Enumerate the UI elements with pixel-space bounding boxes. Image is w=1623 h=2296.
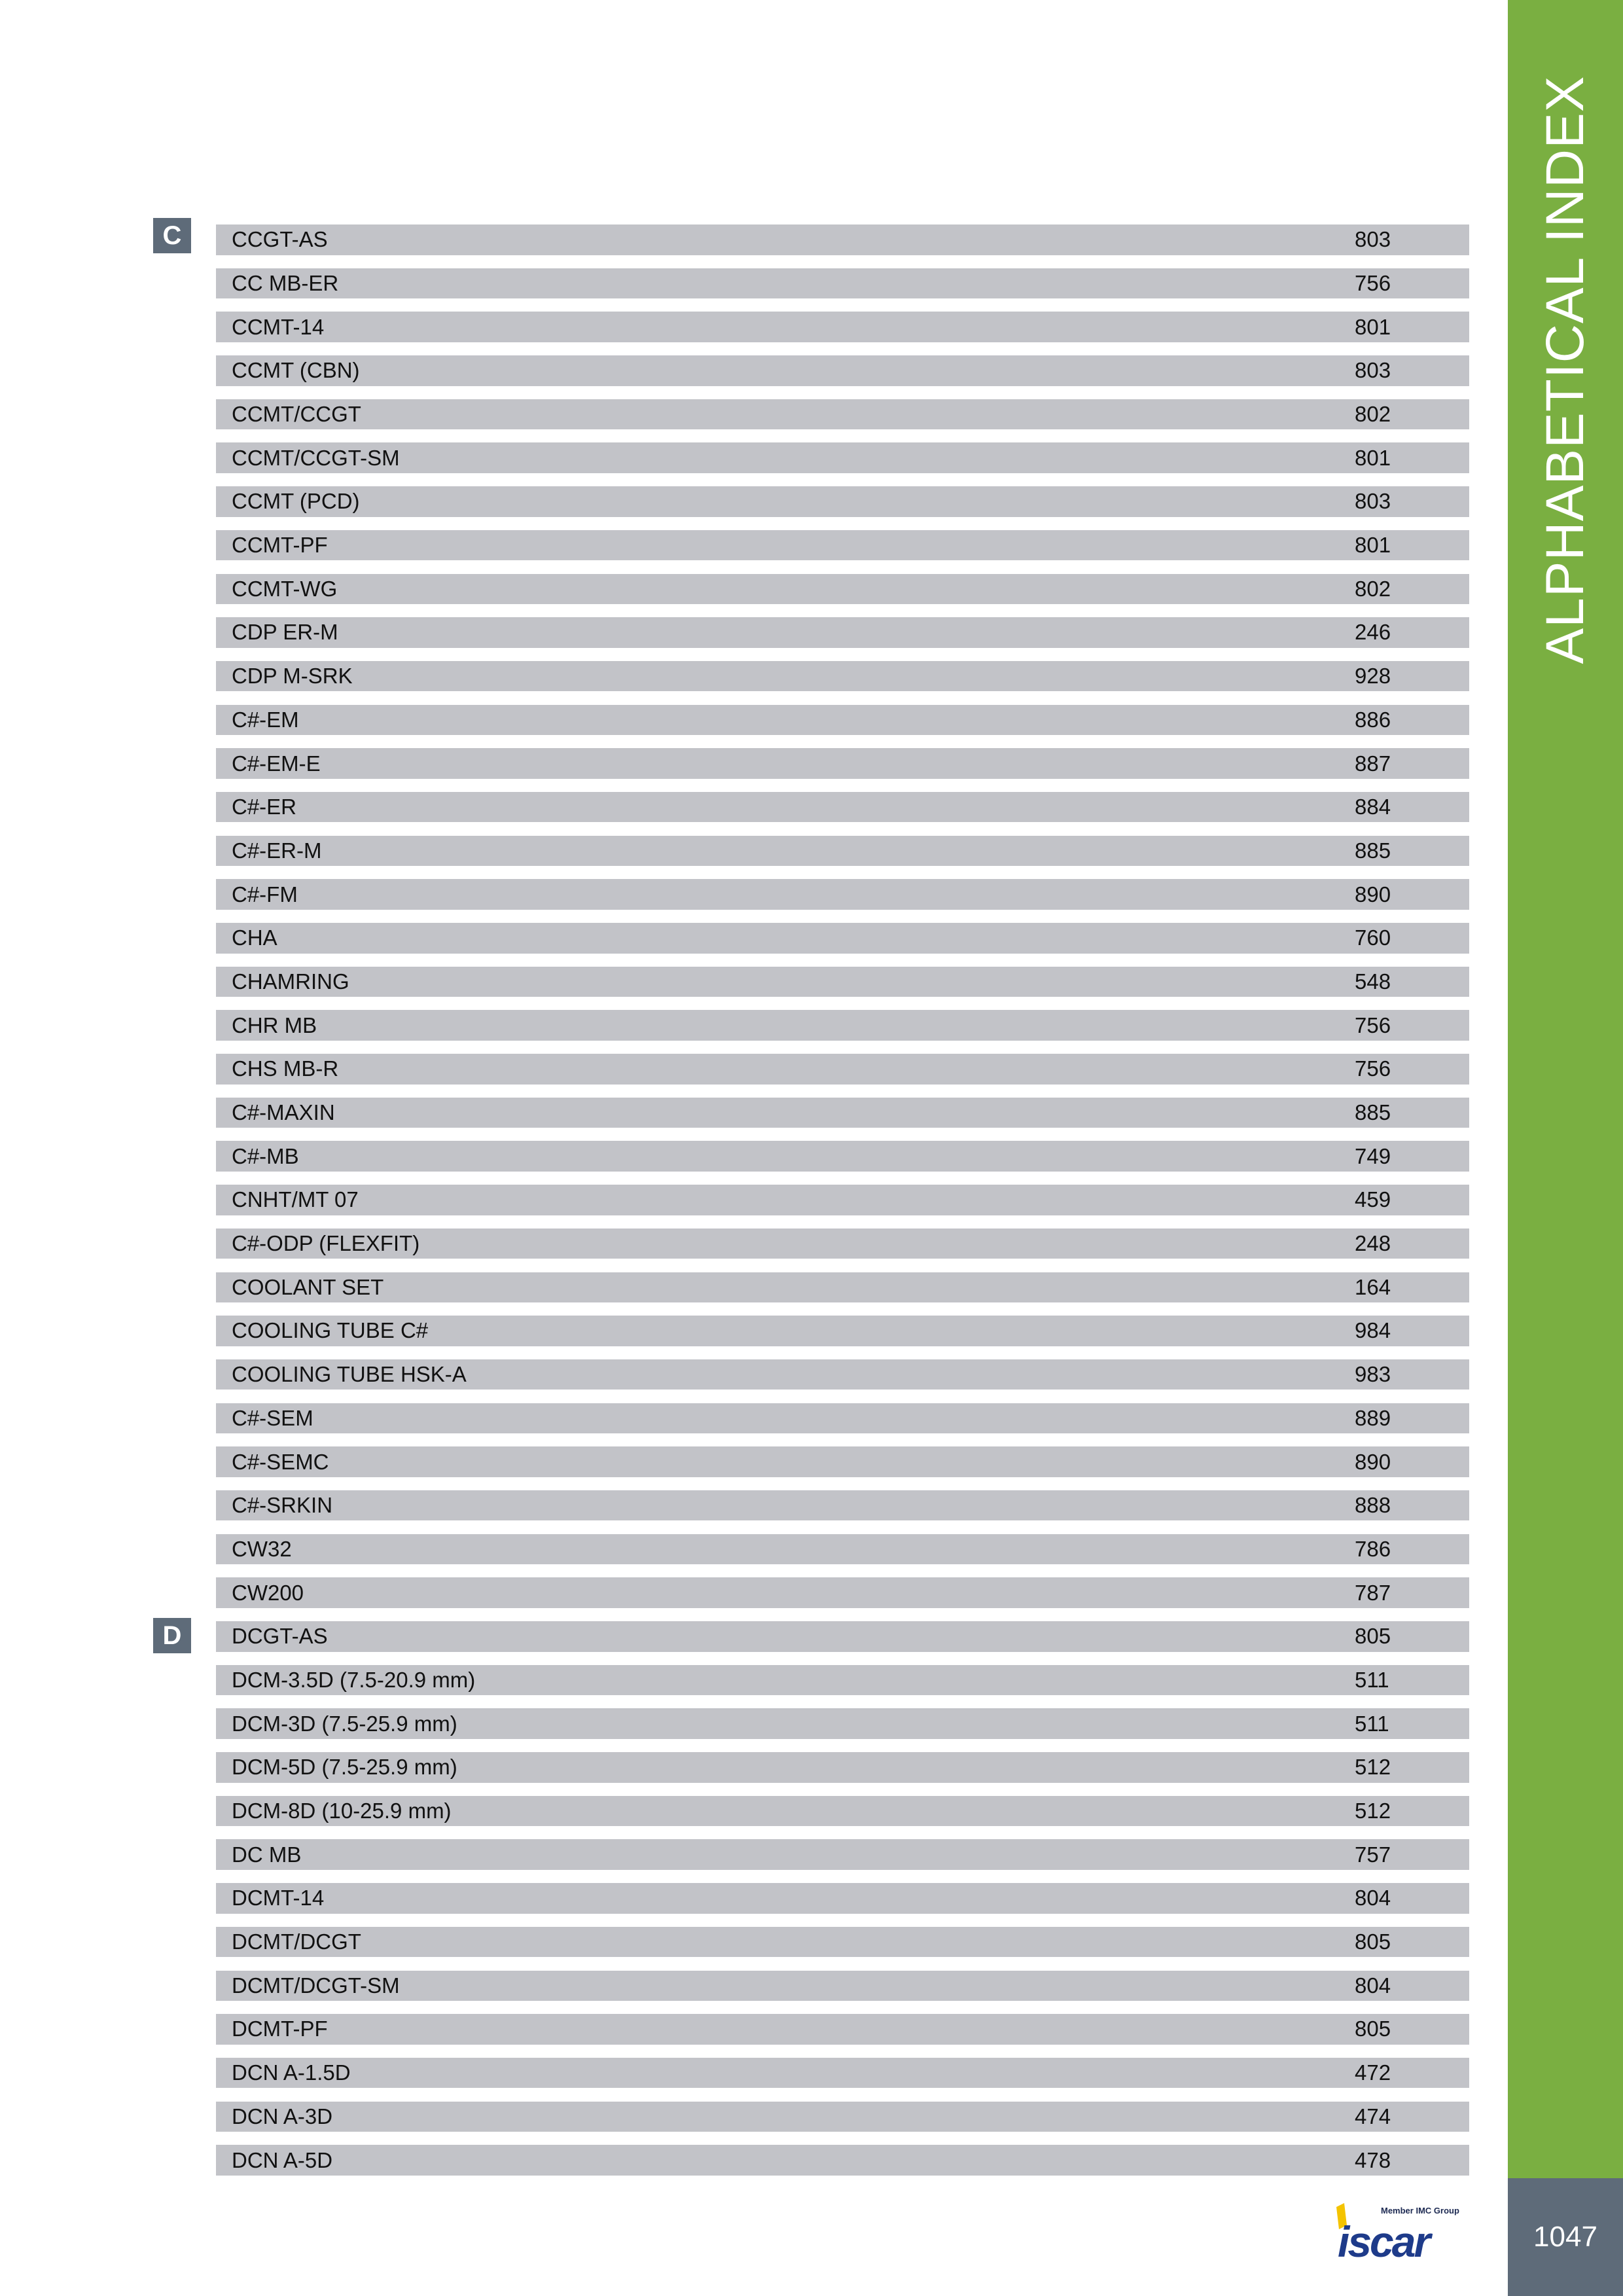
- index-entry-page: 802: [1355, 576, 1391, 601]
- index-entry-name: C#-SEMC: [232, 1449, 329, 1474]
- sidebar-title: [1508, 75, 1623, 664]
- index-entry-page: 756: [1355, 270, 1391, 295]
- index-row: [216, 1010, 1469, 1041]
- index-entry-name: CHAMRING: [232, 969, 349, 994]
- index-row: [216, 1229, 1469, 1259]
- index-entry-page: 885: [1355, 1100, 1391, 1124]
- index-row: [216, 1839, 1469, 1870]
- index-row: [216, 1577, 1469, 1608]
- index-entry-page: 757: [1355, 1842, 1391, 1867]
- sidebar-title-text: ALPHABETICAL INDEX: [1535, 75, 1595, 664]
- index-entry-page: 787: [1355, 1580, 1391, 1605]
- index-entry-name: CDP ER-M: [232, 620, 338, 645]
- index-entry-page: 928: [1355, 664, 1391, 689]
- index-entry-name: C#-EM-E: [232, 751, 321, 776]
- index-entry-page: 749: [1355, 1143, 1391, 1168]
- index-entry-name: DCN A-1.5D: [232, 2060, 351, 2085]
- index-entry-name: CCMT (PCD): [232, 489, 360, 514]
- index-entry-page: 888: [1355, 1493, 1391, 1518]
- index-entry-page: 805: [1355, 1929, 1391, 1954]
- index-entry-page: 983: [1355, 1362, 1391, 1387]
- index-entry-page: 478: [1355, 2147, 1391, 2172]
- index-row: [216, 1927, 1469, 1958]
- index-entry-name: CCMT (CBN): [232, 358, 360, 383]
- index-row: [216, 574, 1469, 605]
- index-row: [216, 1446, 1469, 1477]
- index-row: [216, 705, 1469, 736]
- index-entry-name: CCMT/CCGT-SM: [232, 445, 400, 470]
- page-number-box: [1508, 2178, 1623, 2296]
- index-entry-page: 472: [1355, 2060, 1391, 2085]
- index-entry-name: C#-ODP (FLEXFIT): [232, 1231, 420, 1256]
- index-row: [216, 312, 1469, 342]
- index-row: [216, 1403, 1469, 1434]
- index-entry-name: CCMT-WG: [232, 576, 338, 601]
- index-row: [216, 661, 1469, 692]
- index-row: [216, 2014, 1469, 2045]
- index-row: [216, 792, 1469, 823]
- index-entry-name: DCM-8D (10-25.9 mm): [232, 1799, 452, 1823]
- index-row: [216, 1796, 1469, 1827]
- index-row: [216, 1708, 1469, 1739]
- index-entry-name: COOLING TUBE C#: [232, 1318, 429, 1343]
- logo-brand: iscar: [1338, 2217, 1429, 2265]
- index-entry-name: CCMT-PF: [232, 533, 328, 558]
- index-entry-name: CDP M-SRK: [232, 664, 353, 689]
- iscar-logo: [1335, 2199, 1469, 2265]
- index-row: [216, 1185, 1469, 1215]
- index-entry-name: C#-SEM: [232, 1405, 313, 1430]
- index-row: [216, 748, 1469, 779]
- index-row: [216, 486, 1469, 517]
- index-row: [216, 923, 1469, 954]
- index-entry-page: 474: [1355, 2104, 1391, 2128]
- index-entry-page: 805: [1355, 2017, 1391, 2041]
- index-row: [216, 268, 1469, 299]
- logo-tagline: Member IMC Group: [1381, 2206, 1459, 2215]
- index-entry-page: 803: [1355, 227, 1391, 252]
- index-entry-name: COOLING TUBE HSK-A: [232, 1362, 467, 1387]
- index-entry-page: 802: [1355, 402, 1391, 426]
- index-entry-name: C#-SRKIN: [232, 1493, 333, 1518]
- page-number: 1047: [1533, 2221, 1597, 2253]
- index-entry-name: DCMT/DCGT: [232, 1929, 361, 1954]
- index-row: [216, 1883, 1469, 1914]
- index-row: [216, 617, 1469, 648]
- index-entry-page: 885: [1355, 838, 1391, 863]
- index-row: [216, 224, 1469, 255]
- index-row: [216, 399, 1469, 430]
- index-entry-page: 889: [1355, 1405, 1391, 1430]
- index-entry-name: DC MB: [232, 1842, 302, 1867]
- index-entry-name: C#-ER-M: [232, 838, 322, 863]
- index-entry-page: 886: [1355, 707, 1391, 732]
- index-entry-name: DCGT-AS: [232, 1624, 328, 1649]
- index-entry-page: 801: [1355, 314, 1391, 339]
- index-entry-page: 511: [1355, 1667, 1389, 1692]
- index-entry-name: CW200: [232, 1580, 304, 1605]
- index-entry-name: DCM-5D (7.5-25.9 mm): [232, 1755, 457, 1780]
- section-letter-d: D: [153, 1618, 191, 1653]
- index-row: [216, 355, 1469, 386]
- index-entry-page: 804: [1355, 1886, 1391, 1910]
- index-entry-name: CCMT-14: [232, 314, 325, 339]
- index-entry-page: 164: [1355, 1274, 1391, 1299]
- index-row: [216, 967, 1469, 997]
- index-entry-name: CC MB-ER: [232, 270, 339, 295]
- index-row: [216, 2058, 1469, 2089]
- index-entry-name: DCM-3D (7.5-25.9 mm): [232, 1711, 457, 1736]
- index-entry-name: COOLANT SET: [232, 1274, 384, 1299]
- index-row: [216, 1490, 1469, 1521]
- index-entry-name: C#-MAXIN: [232, 1100, 335, 1124]
- index-row: [216, 1054, 1469, 1085]
- index-entry-page: 786: [1355, 1536, 1391, 1561]
- index-row: [216, 1534, 1469, 1565]
- index-row: [216, 530, 1469, 561]
- index-row: [216, 1316, 1469, 1346]
- index-entry-page: 890: [1355, 882, 1391, 906]
- index-entry-name: CCGT-AS: [232, 227, 328, 252]
- index-entry-page: 248: [1355, 1231, 1391, 1256]
- index-row: [216, 879, 1469, 910]
- index-entry-name: DCMT-14: [232, 1886, 325, 1910]
- index-entry-page: 804: [1355, 1973, 1391, 1998]
- section-letter-c: C: [153, 218, 191, 253]
- index-row: [216, 1752, 1469, 1783]
- index-entry-page: 548: [1355, 969, 1391, 994]
- index-entry-name: CW32: [232, 1536, 292, 1561]
- index-row: [216, 1971, 1469, 2001]
- index-row: [216, 1272, 1469, 1303]
- index-entry-page: 756: [1355, 1056, 1391, 1081]
- index-entry-name: DCMT-PF: [232, 2017, 328, 2041]
- index-entry-page: 801: [1355, 445, 1391, 470]
- index-entry-name: CCMT/CCGT: [232, 402, 361, 426]
- index-entry-name: CNHT/MT 07: [232, 1187, 359, 1212]
- index-entry-page: 803: [1355, 358, 1391, 383]
- index-entry-name: C#-ER: [232, 795, 297, 819]
- index-entry-name: DCM-3.5D (7.5-20.9 mm): [232, 1667, 476, 1692]
- index-row: [216, 1665, 1469, 1696]
- index-entry-name: C#-EM: [232, 707, 299, 732]
- index-entry-page: 984: [1355, 1318, 1391, 1343]
- index-entry-name: DCN A-5D: [232, 2147, 333, 2172]
- index-entry-page: 890: [1355, 1449, 1391, 1474]
- index-row: [216, 1359, 1469, 1390]
- index-entry-name: C#-FM: [232, 882, 298, 906]
- index-row: [216, 836, 1469, 867]
- index-entry-name: CHR MB: [232, 1013, 317, 1037]
- index-row: [216, 442, 1469, 473]
- index-entry-page: 756: [1355, 1013, 1391, 1037]
- index-row: [216, 1098, 1469, 1128]
- index-entry-name: DCMT/DCGT-SM: [232, 1973, 400, 1998]
- index-row: [216, 1141, 1469, 1172]
- index-entry-page: 459: [1355, 1187, 1391, 1212]
- index-list: [216, 224, 1469, 2189]
- index-entry-page: 801: [1355, 533, 1391, 558]
- index-entry-name: DCN A-3D: [232, 2104, 333, 2128]
- index-entry-page: 512: [1355, 1755, 1391, 1780]
- index-entry-page: 884: [1355, 795, 1391, 819]
- index-entry-name: CHA: [232, 925, 277, 950]
- index-entry-name: CHS MB-R: [232, 1056, 339, 1081]
- index-row: [216, 2102, 1469, 2132]
- index-entry-page: 512: [1355, 1799, 1391, 1823]
- index-entry-page: 805: [1355, 1624, 1391, 1649]
- index-entry-name: C#-MB: [232, 1143, 299, 1168]
- index-row: [216, 1621, 1469, 1652]
- index-entry-page: 803: [1355, 489, 1391, 514]
- index-entry-page: 760: [1355, 925, 1391, 950]
- index-row: [216, 2145, 1469, 2176]
- index-entry-page: 511: [1355, 1711, 1389, 1736]
- index-entry-page: 887: [1355, 751, 1391, 776]
- index-entry-page: 246: [1355, 620, 1391, 645]
